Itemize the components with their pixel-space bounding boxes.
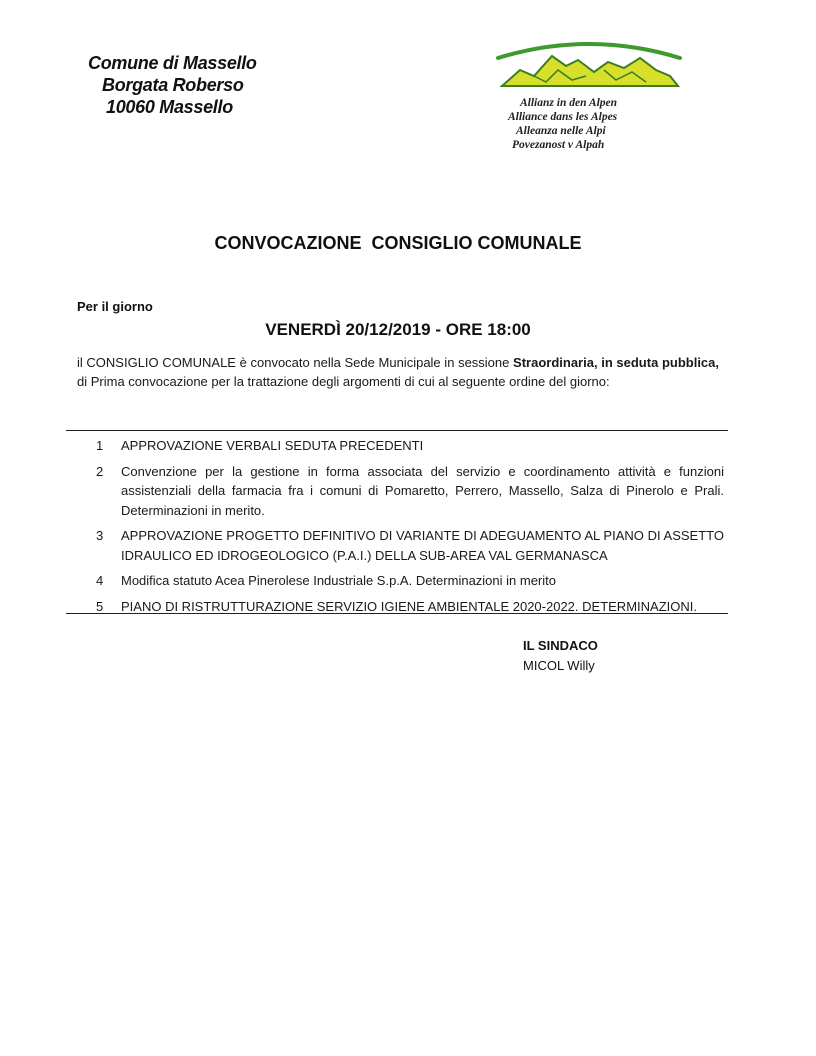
- agenda-text: Modifica statuto Acea Pinerolese Industriale S.p.A. Determinazioni in merito: [121, 573, 556, 588]
- agenda-number: 4: [96, 573, 104, 588]
- signature-name: MICOL Willy: [523, 658, 595, 673]
- address-line: Comune di Massello: [88, 53, 257, 73]
- divider: [66, 430, 728, 431]
- agenda-number: 2: [96, 463, 104, 479]
- agenda-number: 3: [96, 528, 104, 543]
- meeting-date: VENERDÌ 20/12/2019 - ORE 18:00: [265, 320, 531, 339]
- agenda-item: [96, 436, 724, 456]
- logo-caption-line: Povezanost v Alpah: [512, 139, 605, 151]
- logo-caption: [506, 96, 686, 152]
- signature-block: [523, 636, 598, 676]
- signature-role: IL SINDACO: [523, 638, 598, 653]
- agenda-number: 5: [96, 598, 104, 614]
- address-line: 10060 Massello: [106, 97, 233, 117]
- agenda-text: APPROVAZIONE VERBALI SEDUTA PRECEDENTI: [121, 438, 424, 453]
- municipality-address: [88, 52, 308, 118]
- address-line: Borgata Roberso: [102, 75, 244, 95]
- alliance-alps-logo-icon: [494, 36, 684, 96]
- per-il-giorno-label: Per il giorno: [77, 299, 153, 314]
- agenda-text: Convenzione per la gestione in forma associata del servizio e coordinamento attività e funzioni assistenziali della farmacia fra i comuni di Pomaretto, Perrero, Massello, Salza di Pinerolo e Prali. Determinazioni in merito.: [121, 463, 724, 518]
- logo-caption-line: Alleanza nelle Alpi: [516, 125, 606, 137]
- intro-text: di Prima convocazione per la trattazione degli argomenti di cui al seguente ordine del giorno:: [77, 374, 610, 389]
- agenda-number: 1: [96, 438, 104, 453]
- agenda-item: [96, 462, 724, 521]
- document-title: CONVOCAZIONE CONSIGLIO COMUNALE: [214, 233, 582, 253]
- divider: [66, 613, 728, 614]
- intro-paragraph: [77, 353, 719, 391]
- logo-caption-line: Alliance dans les Alpes: [508, 111, 618, 123]
- intro-text: il CONSIGLIO COMUNALE è convocato nella Sede Municipale in sessione: [77, 355, 514, 370]
- intro-session-type: Straordinaria, in seduta pubblica,: [513, 355, 720, 370]
- agenda-list: [96, 436, 724, 622]
- agenda-text: PIANO DI RISTRUTTURAZIONE SERVIZIO IGIENE AMBIENTALE 2020-2022. DETERMINAZIONI.: [121, 598, 697, 614]
- logo-caption-line: Allianz in den Alpen: [520, 97, 618, 109]
- agenda-item: [96, 526, 724, 565]
- agenda-text: APPROVAZIONE PROGETTO DEFINITIVO DI VARIANTE DI ADEGUAMENTO AL PIANO DI ASSETTO IDRAULICO ED IDROGEOLOGICO (P.A.I.) DELLA SUB-AREA VAL GERMANASCA: [121, 528, 724, 563]
- agenda-item: [96, 571, 724, 591]
